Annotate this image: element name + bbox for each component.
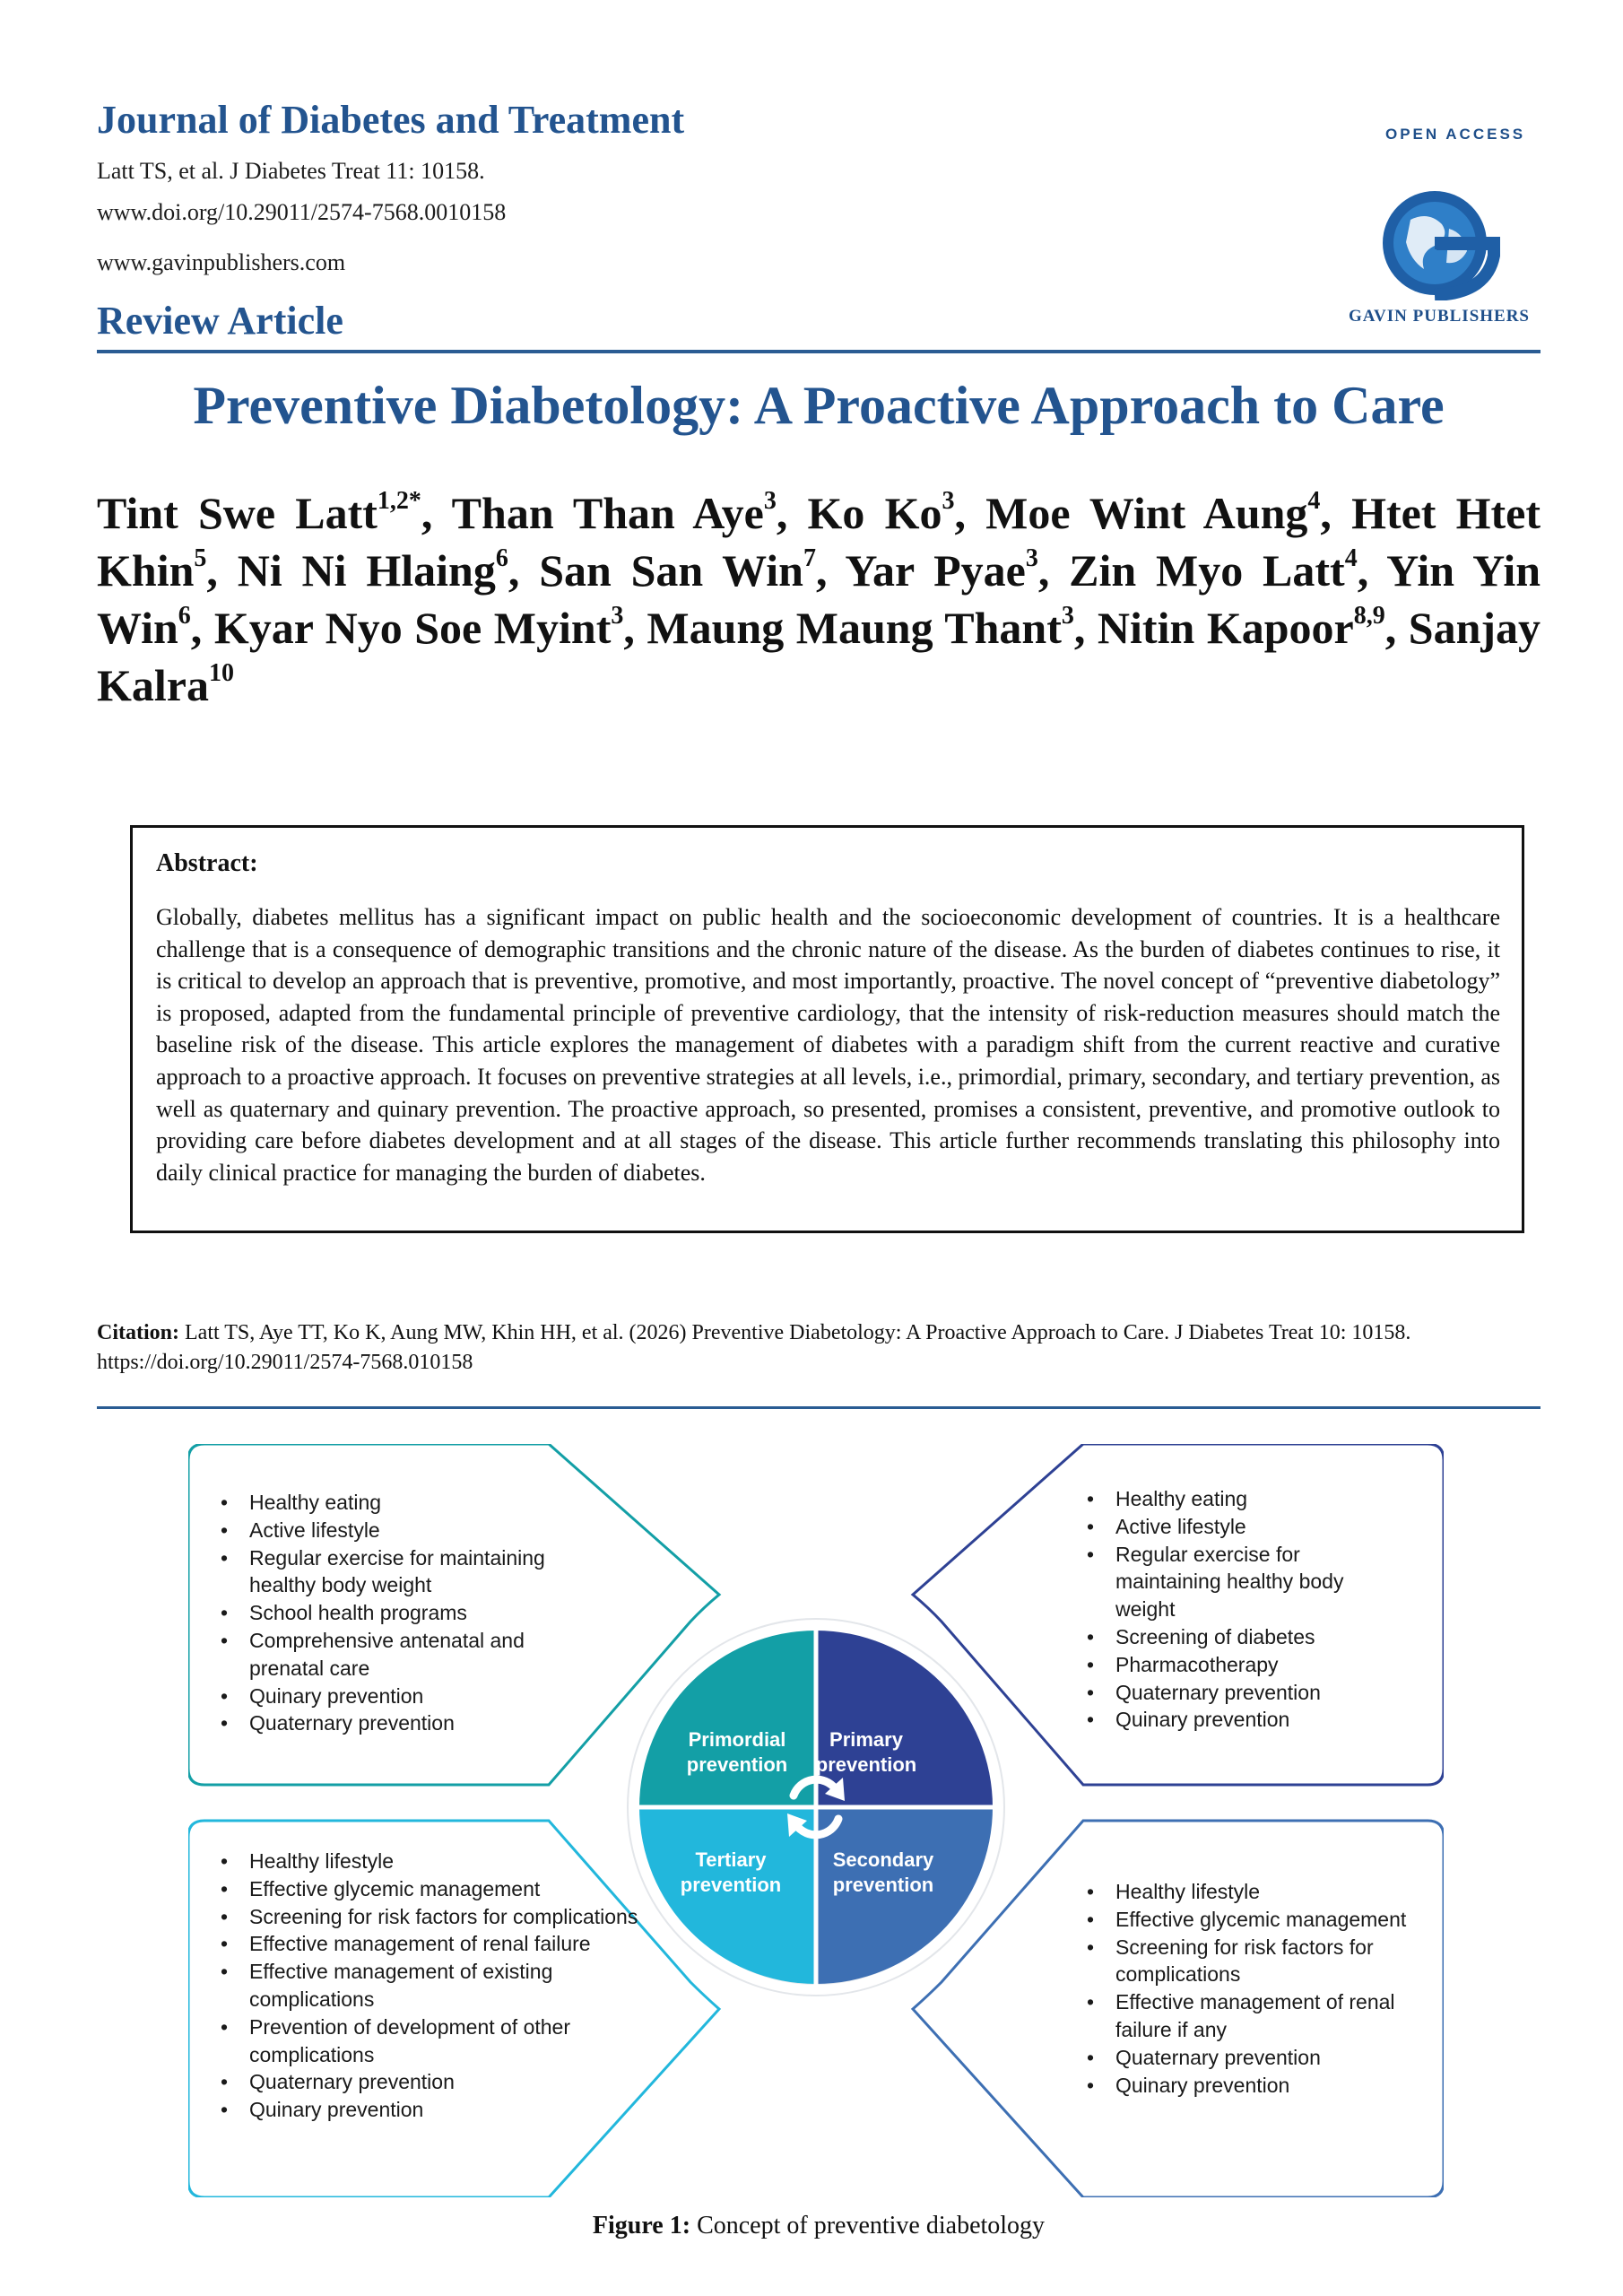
list-item: • Quaternary prevention xyxy=(1085,2044,1408,2072)
list-item: • Effective management of renal failure if any xyxy=(1085,1988,1408,2044)
journal-citation-line: Latt TS, et al. J Diabetes Treat 11: 10158. xyxy=(97,158,485,184)
citation xyxy=(97,1318,1541,1378)
author-name: Tint Swe Latt$^{1,2*}$ xyxy=(97,487,421,538)
author-name: San San Win$^7$ xyxy=(539,544,816,596)
citation-label: Citation: xyxy=(97,1321,179,1344)
author-affiliation: 4 xyxy=(1344,544,1358,573)
author-name: Htet Htet Khin$^5$ xyxy=(97,488,1541,596)
website-link[interactable]: www.gavinpublishers.com xyxy=(97,249,346,275)
list-item: • Quinary prevention xyxy=(219,2096,649,2124)
figure-caption xyxy=(97,2212,1541,2240)
author-affiliation: 4 xyxy=(1307,487,1321,516)
primordial-list xyxy=(219,1489,560,1737)
list-item: • Screening of diabetes xyxy=(1085,1623,1381,1651)
author-name: Than Than Aye$^3$ xyxy=(451,487,777,538)
author-affiliation: 3 xyxy=(942,487,955,516)
article-title: Preventive Diabetology: A Proactive Approach to Care xyxy=(193,376,1445,435)
citation-divider xyxy=(97,1406,1541,1409)
list-item: • Healthy lifestyle xyxy=(1085,1878,1408,1906)
list-item: • School health programs xyxy=(219,1599,560,1627)
tertiary-label: Tertiary prevention xyxy=(680,1848,782,1896)
header-divider xyxy=(97,350,1541,353)
list-item: • Active lifestyle xyxy=(1085,1513,1381,1541)
list-item: • Quaternary prevention xyxy=(219,1709,560,1737)
author-affiliation: 3 xyxy=(763,487,777,516)
author-affiliation: 5 xyxy=(194,544,207,573)
secondary-label: Secondary prevention xyxy=(832,1848,934,1896)
author-name: Zin Myo Latt$^4$ xyxy=(1069,544,1358,596)
primordial-segment xyxy=(639,1631,816,1807)
author-affiliation: 10 xyxy=(208,659,234,688)
journal-name: Journal of Diabetes and Treatment xyxy=(97,98,685,142)
abstract-heading: Abstract: xyxy=(156,849,258,877)
list-item: • Quaternary prevention xyxy=(1085,1679,1381,1707)
gavin-globe-logo-icon xyxy=(1379,184,1505,300)
author-affiliation: 6 xyxy=(495,544,508,573)
author-name: Ni Ni Hlaing$^6$ xyxy=(237,544,508,596)
author-name: Yin Yin Win$^6$ xyxy=(97,545,1541,653)
list-item: • Healthy eating xyxy=(219,1489,560,1517)
list-item: • Effective management of existing complications xyxy=(219,1958,649,2013)
doi-link[interactable]: www.doi.org/10.29011/2574-7568.0010158 xyxy=(97,199,507,225)
tertiary-list xyxy=(219,1848,649,2124)
abstract-box xyxy=(130,825,1524,1233)
author-name: Yar Pyae$^3$ xyxy=(845,544,1038,596)
primary-list xyxy=(1085,1485,1381,1734)
list-item: • Comprehensive antenatal and prenatal care xyxy=(219,1627,560,1683)
author-name: Moe Wint Aung$^4$ xyxy=(985,487,1321,538)
list-item: • Screening for risk factors for complications xyxy=(219,1903,649,1931)
author-affiliation: 1,2* xyxy=(377,487,421,516)
author-name: Kyar Nyo Soe Myint$^3$ xyxy=(213,602,624,653)
list-item: • Effective glycemic management xyxy=(219,1875,649,1903)
list-item: • Screening for risk factors for complications xyxy=(1085,1934,1408,1989)
author-affiliation: 3 xyxy=(1025,544,1038,573)
author-affiliation: 6 xyxy=(178,602,191,631)
primordial-label: Primordial prevention xyxy=(686,1728,788,1776)
list-item: • Quaternary prevention xyxy=(219,2068,649,2096)
figure-caption-text: Concept of preventive diabetology xyxy=(697,2212,1046,2239)
author-name: Sanjay Kalra$^{10}$ xyxy=(97,603,1541,710)
figure-caption-label: Figure 1: xyxy=(592,2212,691,2239)
author-affiliation: 8,9 xyxy=(1353,602,1385,631)
list-item: • Healthy lifestyle xyxy=(219,1848,649,1875)
primary-label: Primary prevention xyxy=(815,1728,917,1776)
list-item: • Quinary prevention xyxy=(1085,2072,1408,2100)
author-affiliation: 3 xyxy=(611,602,624,631)
list-item: • Quinary prevention xyxy=(219,1683,560,1710)
list-item: • Effective management of renal failure xyxy=(219,1930,649,1958)
open-access-logo: OPEN ACCESS xyxy=(1385,126,1526,143)
author-name: Nitin Kapoor$^{8,9}$ xyxy=(1097,602,1385,653)
author-affiliation: 3 xyxy=(1061,602,1074,631)
figure-preventive-diabetology xyxy=(188,1444,1444,2197)
author-name: Ko Ko$^3$ xyxy=(807,487,955,538)
publisher-logo-text: GAVIN PUBLISHERS xyxy=(1348,307,1530,326)
list-item: • Prevention of development of other complications xyxy=(219,2013,649,2069)
list-item: • Pharmacotherapy xyxy=(1085,1651,1381,1679)
list-item: • Effective glycemic management xyxy=(1085,1906,1408,1934)
author-name: Maung Maung Thant$^3$ xyxy=(647,602,1074,653)
abstract-text: Globally, diabetes mellitus has a significant impact on public health and the socioeconomic development of countries. It is a healthcare challenge that is a consequence of demographic transitions and the chronic nature of the disease. As the burden of diabetes continues to rise, it is critical to develop an approach that is preventive, promotive, and most importantly, proactive. The novel concept of “preventive diabetology” is proposed, adapted from the fundamental principle of preventive cardiology, that the intensity of risk-reduction measures should match the baseline risk of the disease. This article explores the management of diabetes with a paradigm shift from the current reactive and curative approach to a proactive approach. It focuses on preventive strategies at all levels, i.e., primordial, primary, secondary, and tertiary prevention, as well as quaternary and quinary prevention. The proactive approach, so presented, promises a consistent, preventive, and promotive outlook to providing care before diabetes development and at all stages of the disease. This article further recommends translating this philosophy into daily clinical practice for managing the burden of diabetes. xyxy=(156,904,1500,1186)
list-item: • Regular exercise for maintaining healthy body weight xyxy=(219,1544,560,1600)
list-item: • Active lifestyle xyxy=(219,1517,560,1544)
list-item: • Quinary prevention xyxy=(1085,1706,1381,1734)
secondary-list xyxy=(1085,1878,1408,2099)
list-item: • Regular exercise for maintaining healthy body weight xyxy=(1085,1541,1381,1623)
author-affiliation: 7 xyxy=(803,544,816,573)
author-list: Tint Swe Latt$^{1,2*}$, Than Than Aye$^3$, Ko Ko$^3$, Moe Wint Aung$^4$, Htet Htet Khin$^5$, Ni Ni Hlaing$^6$, San San Win$^7$, Yar Pyae$^3$, Zin Myo Latt$^4$, Yin Yin Win$^6$, Kyar Nyo Soe Myint$^3$, Maung Maung Thant$^3$, Nitin Kapoor$^{8,9}$, Sanjay Kalra$^{10}$ xyxy=(97,487,1541,710)
list-item: • Healthy eating xyxy=(1085,1485,1381,1513)
citation-text: Latt TS, Aye TT, Ko K, Aung MW, Khin HH, et al. (2026) Preventive Diabetology: A Proactive Approach to Care. J Diabetes Treat 10: 10158. https://doi.org/10.29011/2574-7568.010158 xyxy=(97,1321,1411,1374)
article-type: Review Article xyxy=(97,299,343,343)
